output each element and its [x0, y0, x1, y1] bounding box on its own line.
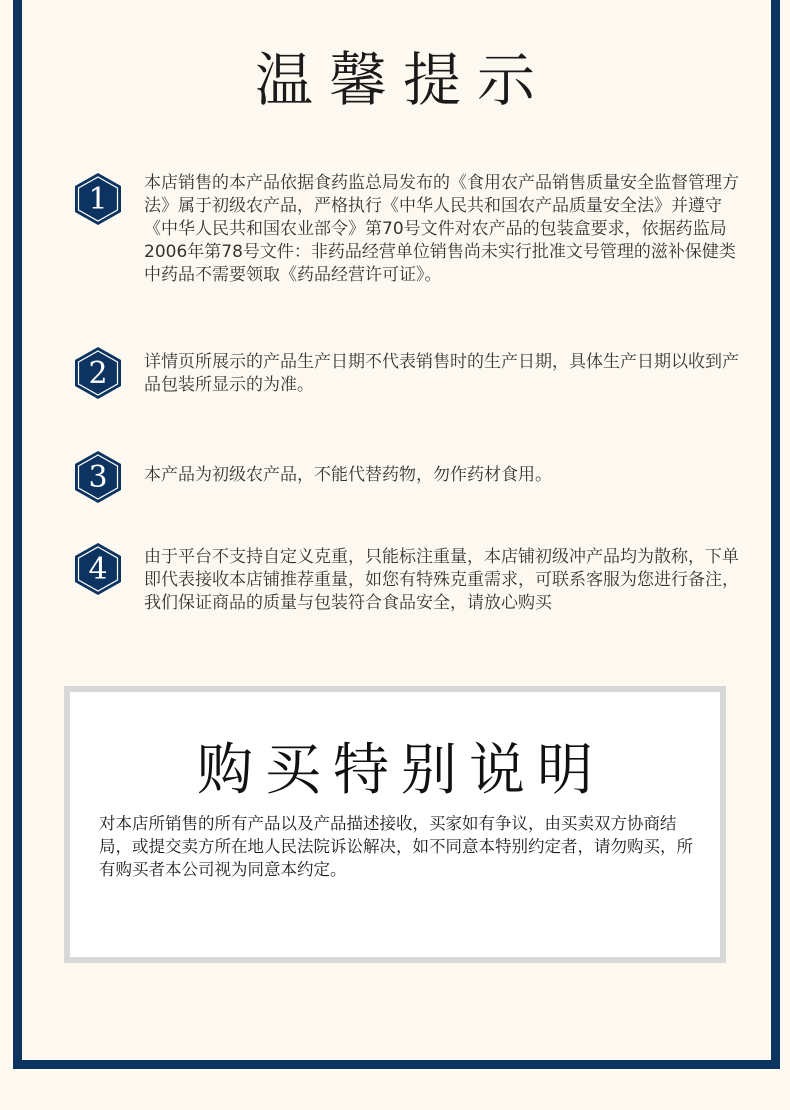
badge-number: 1	[88, 182, 108, 217]
hexagon-icon	[73, 172, 123, 226]
notice-text: 详情页所展示的产品生产日期不代表销售时的生产日期，具体生产日期以收到产品包装所显示的为准。	[144, 352, 739, 395]
number-badge-2	[73, 346, 123, 400]
notice-text: 本产品为初级农产品，不能代替药物，勿作药材食用。	[144, 465, 552, 485]
hexagon-icon	[73, 346, 123, 400]
purchase-text: 对本店所销售的所有产品以及产品描述接收，买家如有争议，由买卖双方协商结局，或提交卖方所在地人民法院诉讼解决，如不同意本特别约定者，请勿购买，所有购买者本公司视为同意本约定。	[99, 814, 693, 879]
purchase-notice-box	[64, 686, 726, 963]
hexagon-icon	[73, 542, 123, 596]
hexagon-icon	[73, 450, 123, 504]
notice-text: 本店销售的本产品依据食药监总局发布的《食用农产品销售质量安全监督管理方法》属于初级农产品，严格执行《中华人民共和国农产品质量安全法》并遵守《中华人民共和国农业部令》第70号文件对农产品的包装盒要求，依据药监局2006年第78号文件：非药品经营单位销售尚未实行批准文号管理的滋补保健类中药品不需要领取《药品经营许可证》。	[144, 173, 739, 285]
number-badge-1	[73, 172, 123, 226]
badge-number: 4	[88, 552, 108, 587]
badge-number: 2	[88, 356, 108, 391]
badge-number: 3	[88, 460, 108, 495]
purchase-title: 购买特别说明	[197, 738, 605, 803]
page-title: 温馨提示	[254, 46, 551, 114]
number-badge-4	[73, 542, 123, 596]
notice-text: 由于平台不支持自定义克重，只能标注重量，本店铺初级冲产品均为散称，下单即代表接收本店铺推荐重量，如您有特殊克重需求，可联系客服为您进行备注，我们保证商品的质量与包装符合食品安全，请放心购买	[144, 547, 739, 613]
number-badge-3	[73, 450, 123, 504]
